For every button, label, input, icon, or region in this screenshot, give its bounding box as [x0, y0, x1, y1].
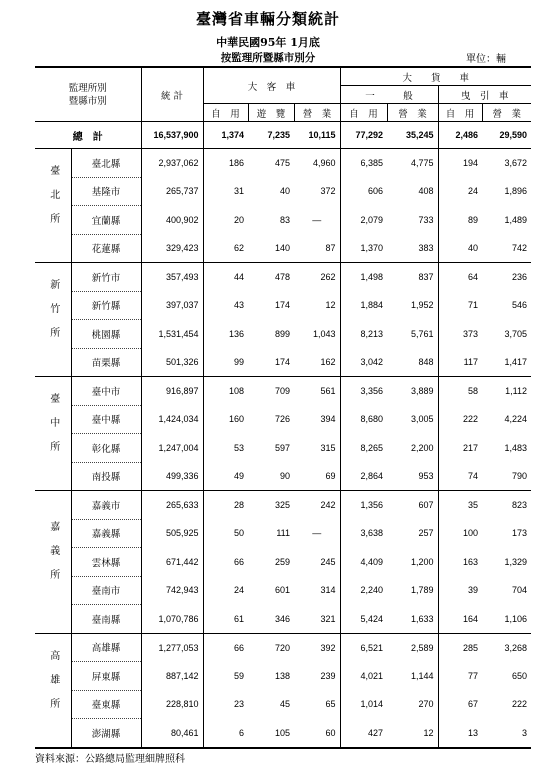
data-cell: 12 — [294, 291, 340, 320]
data-cell: 1,417 — [504, 357, 528, 367]
data-cell: 720 — [274, 642, 291, 653]
data-cell: 1,277,053 — [141, 633, 203, 662]
table-row — [35, 633, 531, 662]
data-cell: 265,737 — [141, 177, 203, 206]
data-cell: 245 — [294, 548, 340, 577]
data-cell: 24 — [234, 585, 245, 596]
general-group-header: 一 般 — [340, 86, 438, 104]
region-office-name: 嘉義所 — [47, 521, 59, 594]
data-cell: 8,680 — [360, 414, 384, 425]
data-cell: 58 — [468, 386, 479, 396]
data-cell: 53 — [234, 442, 245, 453]
data-cell: 848 — [387, 348, 438, 377]
data-cell: 4,775 — [387, 149, 438, 178]
data-cell: 89 — [468, 214, 479, 225]
col-tractor-commercial: 營 業 — [492, 108, 522, 120]
data-cell: 64 — [468, 272, 479, 282]
data-cell: 1,370 — [360, 243, 384, 253]
data-cell: 1,884 — [360, 300, 384, 311]
data-cell: 1,070,786 — [141, 605, 203, 634]
data-cell: 953 — [387, 462, 438, 491]
data-cell: 916,897 — [141, 377, 203, 406]
tractor-group-header: 曳 引 車 — [438, 86, 531, 104]
data-cell: 546 — [512, 300, 528, 311]
data-cell: 3,356 — [360, 386, 384, 396]
data-cell: 3,638 — [360, 528, 384, 539]
data-cell: 408 — [387, 177, 438, 206]
region-office-label — [35, 377, 71, 491]
data-cell: 105 — [274, 727, 291, 738]
county-label: 臺南市 — [71, 576, 141, 605]
data-cell: 2,200 — [387, 434, 438, 463]
data-cell: 99 — [234, 357, 245, 367]
data-cell: 1,106 — [504, 613, 528, 624]
col-bus-commercial: 營 業 — [294, 104, 340, 122]
data-cell: 1,329 — [504, 556, 528, 567]
bus-group-header: 大 客 車 — [203, 67, 340, 104]
data-cell: — — [294, 519, 340, 548]
data-cell: 31 — [234, 186, 245, 197]
table-row — [35, 434, 531, 463]
data-cell: 3,889 — [387, 377, 438, 406]
data-cell: 325 — [274, 500, 291, 510]
county-label: 新竹縣 — [71, 291, 141, 320]
truck-group-header: 大 貨 車 — [340, 67, 531, 86]
grand-total-cell: 7,235 — [267, 130, 291, 140]
data-cell: 40 — [280, 186, 291, 197]
data-cell: 1,896 — [504, 186, 528, 197]
data-cell: 1,633 — [387, 605, 438, 634]
data-cell: 837 — [387, 263, 438, 292]
data-cell: 45 — [280, 699, 291, 710]
table-row — [35, 605, 531, 634]
data-cell: 4,224 — [504, 414, 528, 425]
source-note: 資料來源：公路總局監理細牌照科 — [35, 754, 185, 765]
data-cell: 1,498 — [360, 272, 384, 282]
col-general-commercial: 營 業 — [387, 104, 438, 122]
table-row — [35, 234, 531, 263]
vehicle-stats-table — [35, 66, 531, 749]
data-cell: 80,461 — [141, 719, 203, 748]
data-cell: 65 — [294, 690, 340, 719]
data-cell: 71 — [468, 300, 479, 311]
data-cell: 899 — [274, 328, 291, 339]
data-cell: 742,943 — [141, 576, 203, 605]
data-cell: 1,247,004 — [141, 434, 203, 463]
table-row — [35, 405, 531, 434]
table-row — [35, 491, 531, 520]
data-cell: 39 — [468, 585, 479, 596]
data-cell: 8,213 — [360, 328, 384, 339]
county-label: 臺北縣 — [71, 149, 141, 178]
data-cell: 50 — [234, 528, 245, 539]
data-cell: 5,761 — [387, 320, 438, 349]
corner-header-bottom: 暨縣市別 — [68, 95, 107, 107]
data-cell: 262 — [294, 263, 340, 292]
data-cell: 174 — [274, 300, 291, 311]
data-cell: 67 — [468, 699, 479, 710]
data-cell: 887,142 — [141, 662, 203, 691]
data-cell: 270 — [387, 690, 438, 719]
data-cell: 87 — [294, 234, 340, 263]
data-cell: 62 — [234, 243, 245, 253]
data-cell: 40 — [468, 243, 479, 253]
col-bus-private: 自 用 — [203, 104, 248, 122]
data-cell: 24 — [468, 186, 479, 197]
data-cell: 671,442 — [141, 548, 203, 577]
region-office-label — [35, 633, 71, 748]
region-office-label — [35, 491, 71, 634]
data-cell: 383 — [387, 234, 438, 263]
grand-total-cell: 29,590 — [499, 130, 528, 140]
data-cell: 44 — [234, 272, 245, 282]
classification-subtitle: 按監理所暨縣市別分 — [220, 52, 316, 64]
data-cell: 217 — [462, 442, 479, 453]
county-label: 臺中縣 — [71, 405, 141, 434]
data-cell: 23 — [234, 699, 245, 710]
data-cell: 505,925 — [141, 519, 203, 548]
data-cell: 606 — [367, 186, 384, 197]
data-cell: 4,409 — [360, 556, 384, 567]
grand-total-cell: 1,374 — [221, 130, 245, 140]
county-label: 臺中市 — [71, 377, 141, 406]
data-cell: 3,005 — [387, 405, 438, 434]
region-office-name: 臺中所 — [47, 393, 59, 465]
col-bus-tour: 遊 覽 — [248, 104, 294, 122]
data-cell: 1,952 — [387, 291, 438, 320]
data-cell: 607 — [387, 491, 438, 520]
data-cell: 164 — [462, 613, 479, 624]
county-label: 屏東縣 — [71, 662, 141, 691]
data-cell: 140 — [274, 243, 291, 253]
region-office-label — [35, 263, 71, 377]
table-row — [35, 719, 531, 748]
col-general-private: 自 用 — [340, 104, 387, 122]
data-cell: 1,200 — [387, 548, 438, 577]
data-cell: 314 — [294, 576, 340, 605]
data-cell: 108 — [228, 386, 245, 396]
data-cell: 173 — [512, 528, 528, 539]
county-label: 苗栗縣 — [71, 348, 141, 377]
table-row — [35, 263, 531, 292]
data-cell: 1,483 — [504, 442, 528, 453]
data-cell: 61 — [234, 613, 245, 624]
table-row — [35, 576, 531, 605]
data-cell: 3,705 — [504, 328, 528, 339]
data-cell: 222 — [512, 699, 528, 710]
data-cell: 373 — [462, 328, 479, 339]
col-tractor-private: 自 用 — [438, 104, 482, 122]
data-cell: 117 — [463, 357, 479, 367]
corner-header-top: 監理所別 — [68, 82, 107, 94]
data-cell: 733 — [387, 206, 438, 235]
date-subtitle: 中華民國95年 1月底 — [216, 36, 320, 49]
data-cell: 394 — [294, 405, 340, 434]
data-cell: 709 — [274, 386, 291, 396]
grand-total-cell: 2,486 — [455, 130, 479, 140]
page-title: 臺灣省車輛分類統計 — [195, 10, 340, 28]
data-cell: 12 — [387, 719, 438, 748]
county-label: 澎湖縣 — [71, 719, 141, 748]
data-cell: 1,112 — [505, 386, 528, 396]
table-row — [35, 206, 531, 235]
data-cell: 242 — [294, 491, 340, 520]
data-cell: 259 — [274, 556, 291, 567]
table-row — [35, 462, 531, 491]
data-cell: 60 — [294, 719, 340, 748]
data-cell: 194 — [462, 158, 479, 168]
data-cell: 372 — [294, 177, 340, 206]
data-cell: 499,336 — [141, 462, 203, 491]
grand-total-label: 總 計 — [35, 122, 141, 149]
data-cell: 3,672 — [504, 158, 528, 168]
data-cell: 1,144 — [387, 662, 438, 691]
data-cell: 427 — [367, 727, 384, 738]
data-cell: 726 — [274, 414, 291, 425]
data-cell: 162 — [294, 348, 340, 377]
county-label: 高雄縣 — [71, 633, 141, 662]
data-cell: 69 — [294, 462, 340, 491]
data-cell: 1,014 — [360, 699, 384, 710]
data-cell: 111 — [276, 528, 291, 539]
data-cell: 1,043 — [294, 320, 340, 349]
data-cell: 1,789 — [387, 576, 438, 605]
data-cell: 392 — [294, 633, 340, 662]
data-cell: 174 — [274, 357, 291, 367]
data-cell: 90 — [280, 471, 291, 481]
data-cell: 704 — [512, 585, 528, 596]
data-cell: 43 — [234, 300, 245, 311]
data-cell: 136 — [228, 328, 245, 339]
table-row — [35, 320, 531, 349]
data-cell: 8,265 — [360, 442, 384, 453]
data-cell: — — [294, 206, 340, 235]
data-cell: 74 — [468, 471, 479, 481]
table-row — [35, 662, 531, 691]
data-cell: 2,864 — [360, 471, 384, 481]
data-cell: 478 — [274, 272, 291, 282]
table-row — [35, 377, 531, 406]
data-cell: 6,521 — [360, 642, 384, 653]
data-cell: 329,423 — [141, 234, 203, 263]
table-row — [35, 548, 531, 577]
data-cell: 285 — [462, 642, 479, 653]
table-row — [35, 291, 531, 320]
data-cell: 6,385 — [360, 158, 384, 168]
data-cell: 49 — [234, 471, 245, 481]
data-cell: 2,589 — [387, 633, 438, 662]
table-row — [35, 519, 531, 548]
data-cell: 4,960 — [294, 149, 340, 178]
data-cell: 650 — [512, 670, 528, 681]
data-cell: 597 — [274, 442, 291, 453]
data-cell: 3,042 — [360, 357, 384, 367]
county-label: 彰化縣 — [71, 434, 141, 463]
data-cell: 186 — [228, 158, 245, 168]
region-office-name: 高雄所 — [47, 649, 59, 722]
total-header: 統 計 — [141, 67, 203, 122]
data-cell: 315 — [294, 434, 340, 463]
data-cell: 823 — [512, 500, 528, 510]
table-row — [35, 690, 531, 719]
data-cell: 20 — [234, 214, 245, 225]
data-cell: 59 — [234, 670, 245, 681]
data-cell: 35 — [468, 500, 479, 510]
data-cell: 790 — [512, 471, 528, 481]
data-cell: 5,424 — [360, 613, 384, 624]
region-office-label — [35, 149, 71, 263]
grand-total-cell: 16,537,900 — [141, 122, 203, 149]
grand-total-cell: 35,245 — [387, 122, 438, 149]
table-row — [35, 149, 531, 178]
county-label: 基隆市 — [71, 177, 141, 206]
unit-label: 單位：輛 — [466, 54, 506, 65]
data-cell: 601 — [274, 585, 291, 596]
data-cell: 400,902 — [141, 206, 203, 235]
data-cell: 236 — [512, 272, 528, 282]
data-cell: 4,021 — [360, 670, 384, 681]
data-cell: 357,493 — [141, 263, 203, 292]
region-office-name: 新竹所 — [47, 279, 59, 351]
data-cell: 138 — [274, 670, 291, 681]
data-cell: 28 — [234, 500, 245, 510]
data-cell: 66 — [234, 556, 245, 567]
data-cell: 1,531,454 — [141, 320, 203, 349]
data-cell: 1,356 — [360, 500, 384, 510]
data-cell: 2,240 — [360, 585, 384, 596]
table-row — [35, 177, 531, 206]
data-cell: 321 — [294, 605, 340, 634]
county-label: 雲林縣 — [71, 548, 141, 577]
data-cell: 222 — [462, 414, 479, 425]
county-label: 臺東縣 — [71, 690, 141, 719]
data-cell: 397,037 — [141, 291, 203, 320]
corner-header — [35, 67, 141, 122]
data-cell: 66 — [234, 642, 245, 653]
data-cell: 228,810 — [141, 690, 203, 719]
data-cell: 265,633 — [141, 491, 203, 520]
county-label: 桃園縣 — [71, 320, 141, 349]
data-cell: 475 — [274, 158, 291, 168]
data-cell: 257 — [387, 519, 438, 548]
data-cell: 163 — [462, 556, 479, 567]
county-label: 新竹市 — [71, 263, 141, 292]
data-cell: 160 — [228, 414, 245, 425]
data-cell: 13 — [468, 727, 479, 738]
data-cell: 2,937,062 — [141, 149, 203, 178]
data-cell: 561 — [294, 377, 340, 406]
county-label: 花蓮縣 — [71, 234, 141, 263]
data-cell: 3 — [522, 727, 528, 738]
grand-total-cell: 10,115 — [294, 122, 340, 149]
data-cell: 346 — [274, 613, 291, 624]
data-cell: 239 — [294, 662, 340, 691]
county-label: 南投縣 — [71, 462, 141, 491]
data-cell: 742 — [512, 243, 528, 253]
county-label: 臺南縣 — [71, 605, 141, 634]
grand-total-row — [35, 122, 531, 149]
data-cell: 100 — [462, 528, 479, 539]
table-row — [35, 348, 531, 377]
data-cell: 77 — [468, 670, 479, 681]
data-cell: 1,424,034 — [141, 405, 203, 434]
data-cell: 1,489 — [504, 214, 528, 225]
county-label: 嘉義縣 — [71, 519, 141, 548]
county-label: 宜蘭縣 — [71, 206, 141, 235]
data-cell: 83 — [280, 214, 291, 225]
grand-total-cell: 77,292 — [355, 130, 384, 140]
data-cell: 501,326 — [141, 348, 203, 377]
data-cell: 6 — [239, 727, 245, 738]
data-cell: 2,079 — [360, 214, 384, 225]
data-cell: 3,268 — [504, 642, 528, 653]
region-office-name: 臺北所 — [47, 165, 59, 237]
county-label: 嘉義市 — [71, 491, 141, 520]
